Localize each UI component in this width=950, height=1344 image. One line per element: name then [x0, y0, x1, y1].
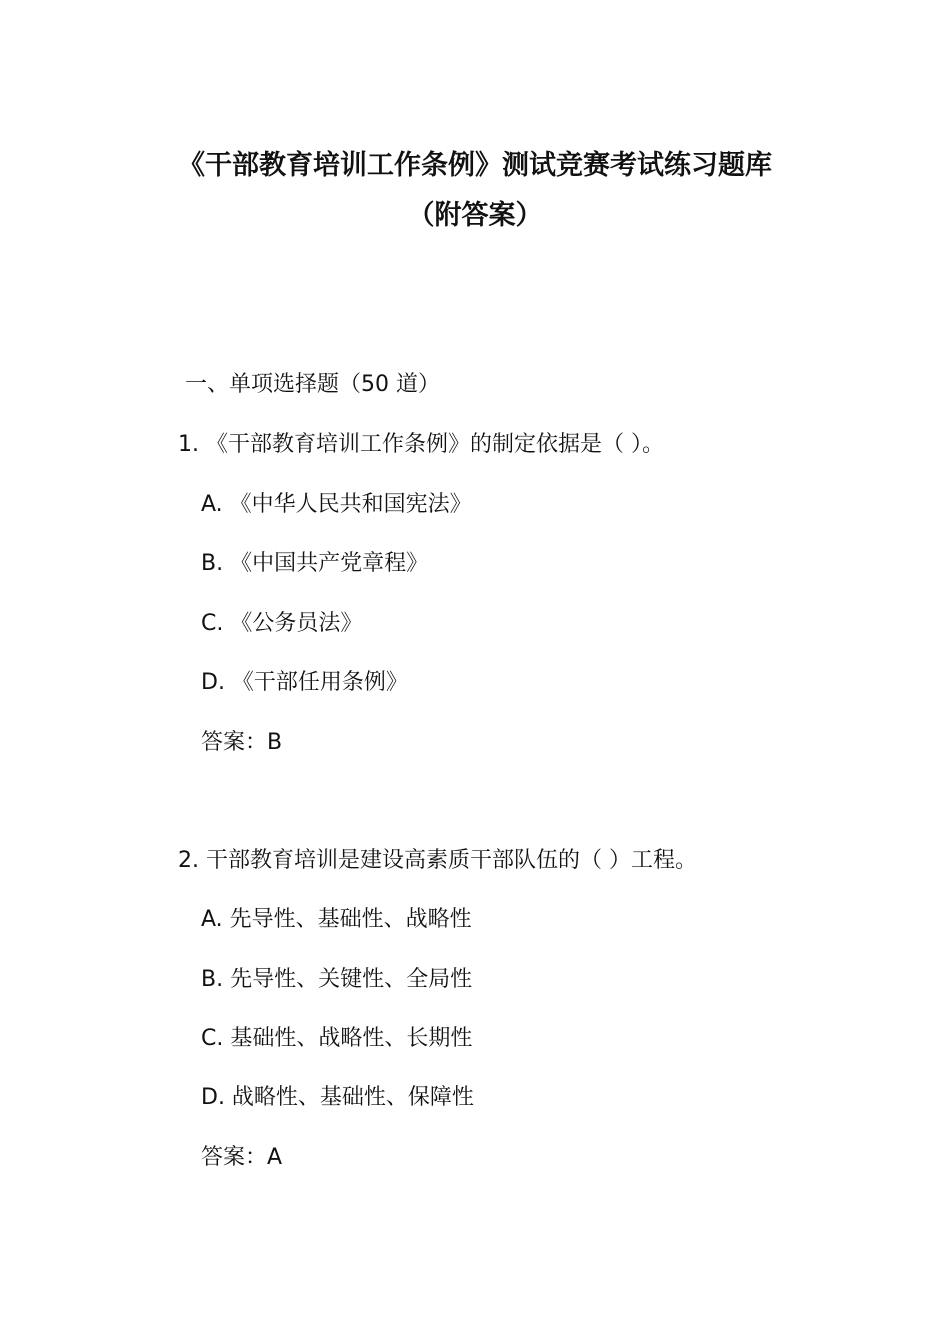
question-2-option-b: B. 先导性、关键性、全局性	[201, 967, 473, 992]
question-1-option-d: D. 《干部任用条例》	[201, 670, 408, 695]
question-1-option-b: B. 《中国共产党章程》	[201, 551, 429, 576]
question-2-answer: 答案：A	[201, 1145, 283, 1170]
question-2-option-a: A. 先导性、基础性、战略性	[201, 907, 472, 932]
question-1-option-a: A. 《中华人民共和国宪法》	[201, 492, 472, 517]
question-1-answer: 答案：B	[201, 730, 283, 755]
question-2-stem: 2. 干部教育培训是建设高素质干部队伍的（ ）工程。	[178, 848, 697, 873]
question-2-option-d: D. 战略性、基础性、保障性	[201, 1085, 474, 1110]
section-heading: 一、单项选择题（50 道）	[185, 372, 440, 397]
question-1-stem: 1. 《干部教育培训工作条例》的制定依据是（ ）。	[178, 432, 664, 457]
document-title: 《干部教育培训工作条例》测试竞赛考试练习题库	[178, 150, 772, 181]
document-subtitle: （附答案）	[407, 200, 543, 231]
question-1-option-c: C. 《公务员法》	[201, 611, 363, 636]
question-2-option-c: C. 基础性、战略性、长期性	[201, 1026, 473, 1051]
